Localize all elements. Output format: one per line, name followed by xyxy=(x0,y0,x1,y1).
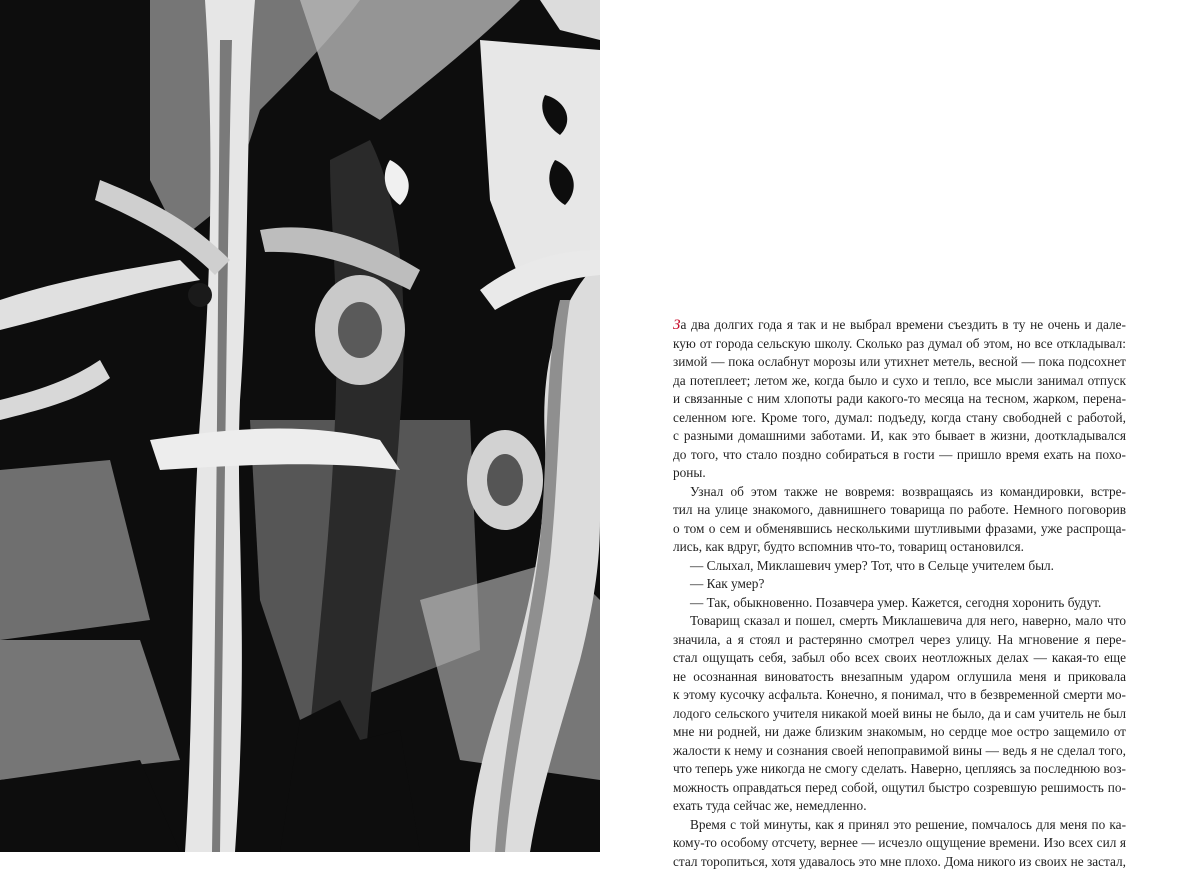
text-line: Узнал об этом также не вовремя: возвращаясь из командировки, встре- xyxy=(673,483,1126,502)
text-line: стал торопиться, хотя удавалось это мне плохо. Дома никого из своих не застал, xyxy=(673,853,1126,871)
text-line: что теперь уже никогда не смогу сделать. Наверно, цепляясь за последнюю воз- xyxy=(673,760,1126,779)
text-line: да потеплеет; летом же, когда было и сухо и тепло, все мысли занимал отпуск xyxy=(673,372,1126,391)
text-line: За два долгих года я так и не выбрал времени съездить в ту не очень и дале- xyxy=(673,316,1126,335)
drop-cap: З xyxy=(673,317,680,333)
text-line: и связанные с ним хлопоты ради какого-то месяца на тесном, жарком, перена- xyxy=(673,390,1126,409)
text-line: мне ни родней, ни даже близким знакомым, но сердце мое остро защемило от xyxy=(673,723,1126,742)
woodcut-trees-illustration xyxy=(0,0,600,852)
text-line: стал ощущать себя, забыл обо всех своих неотложных делах — какая-то еще xyxy=(673,649,1126,668)
text-line: Товарищ сказал и пошел, смерть Миклашевича для него, наверно, мало что xyxy=(673,612,1126,631)
text-line: зимой — пока ослабнут морозы или утихнет метель, весной — пока подсохнет xyxy=(673,353,1126,372)
text-line: жалости к нему и сознания своей непоправимой вины — ведь я не сделал того, xyxy=(673,742,1126,761)
text-line: можность оправдаться перед собой, ощутил быстро созревшую решимость по- xyxy=(673,779,1126,798)
text-line: к этому кусочку асфальта. Конечно, я понимал, что в безвременной смерти мо- xyxy=(673,686,1126,705)
woodcut-trees-icon xyxy=(0,0,600,852)
text-line: с разными домашними заботами. И, как это бывает в жизни, дооткладывался xyxy=(673,427,1126,446)
text-line: значила, а я стоял и растерянно смотрел через улицу. На мгновение я пере- xyxy=(673,631,1126,650)
text-line: о том о сем и обменявшись несколькими шутливыми фразами, уже распроща- xyxy=(673,520,1126,539)
story-text xyxy=(673,316,1126,871)
dialogue-line: — Как умер? xyxy=(673,575,1126,594)
text-line: тил на улице знакомого, давнишнего товарища по работе. Немного поговорив xyxy=(673,501,1126,520)
text-line: селенном юге. Кроме того, думал: подъеду, когда стану свободней с работой, xyxy=(673,409,1126,428)
text-page xyxy=(600,0,1200,852)
text-line: кому-то особому отсчету, вернее — исчезло ощущение времени. Изо всех сил я xyxy=(673,834,1126,853)
text-line: лись, как вдруг, будто вспомнив что-то, товарищ остановился. xyxy=(673,538,1126,557)
text-line: роны. xyxy=(673,464,1126,483)
text-line: до того, что стало поздно собираться в гости — пришло время ехать на похо- xyxy=(673,446,1126,465)
text-line: Время с той минуты, как я принял это решение, помчалось для меня по ка- xyxy=(673,816,1126,835)
text-line: не осознанная виноватость внезапным ударом оглушила меня и приковала xyxy=(673,668,1126,687)
dialogue-line: — Слыхал, Миклашевич умер? Тот, что в Сельце учителем был. xyxy=(673,557,1126,576)
text-line: лодого сельского учителя никакой моей вины не было, да и сам учитель не был xyxy=(673,705,1126,724)
text-line: кую от города сельскую школу. Сколько раз думал об этом, но все откладывал: xyxy=(673,335,1126,354)
text-line: ехать туда сейчас же, немедленно. xyxy=(673,797,1126,816)
dialogue-line: — Так, обыкновенно. Позавчера умер. Кажется, сегодня хоронить будут. xyxy=(673,594,1126,613)
